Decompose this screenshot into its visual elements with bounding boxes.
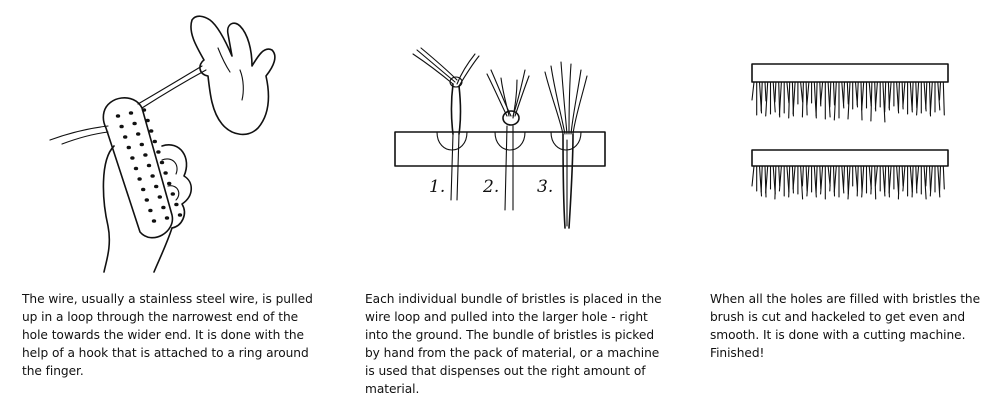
upper-hand-outline bbox=[191, 16, 275, 134]
step-caption: The wire, usually a stainless steel wire, is pulled up in a loop through the narrowest end of the hole towards the wider end. It is done with the help of a hook that is attached to a ring around the finger. bbox=[22, 292, 313, 378]
brush-head-with-holes bbox=[103, 98, 182, 238]
step-caption: When all the holes are filled with bristles the brush is cut and hackeled to get even and smooth. It is done with a cutting machine. Finished! bbox=[710, 292, 981, 360]
bristle-insertion-illustration bbox=[355, 0, 675, 280]
step-panel-wire-loop bbox=[12, 0, 332, 411]
cut-brush bbox=[752, 150, 948, 199]
lower-hand-outline bbox=[103, 146, 114, 272]
hands-pulling-wire-illustration bbox=[12, 0, 332, 280]
step-label-1: 1. bbox=[429, 177, 446, 197]
finished-brush-illustration bbox=[700, 0, 1000, 280]
bristle-bundle-1 bbox=[413, 48, 479, 200]
uncut-brush bbox=[752, 64, 948, 122]
step-label-2: 2. bbox=[483, 177, 500, 197]
step-panel-insert-bristles bbox=[355, 0, 675, 411]
bristle-bundle-3 bbox=[545, 62, 587, 228]
hole-2 bbox=[495, 132, 525, 150]
step-panel-finished-brush bbox=[700, 0, 1000, 411]
step-caption: Each individual bundle of bristles is placed in the wire loop and pulled into the larger hole - right into the ground. The bundle of bristles is picked by hand from the pack of material, or a machine is used that dispenses out the right amount of material. bbox=[365, 292, 662, 396]
hole-3 bbox=[551, 132, 581, 150]
step-label-3: 3. bbox=[537, 177, 554, 197]
hole-1 bbox=[437, 132, 467, 150]
